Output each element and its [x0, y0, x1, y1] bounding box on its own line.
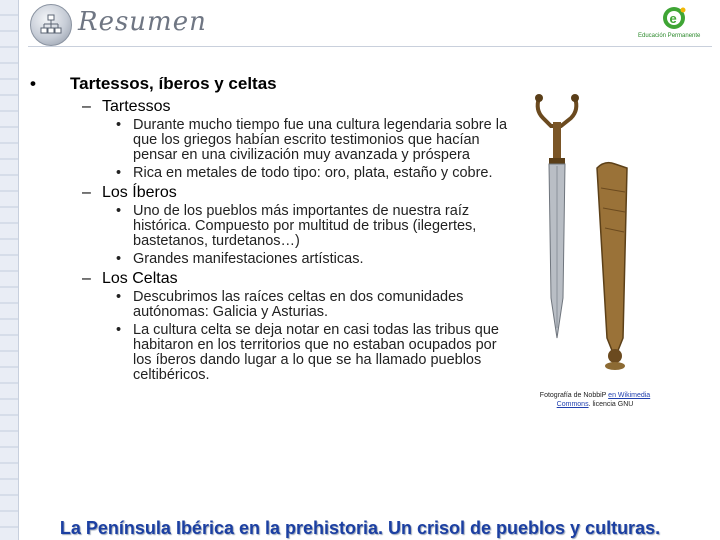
bullet-dot: •: [116, 165, 122, 181]
section-heading-celtas: [30, 270, 510, 288]
bullet-dot: •: [116, 251, 122, 267]
dash-marker: –: [82, 184, 91, 201]
footer-title: La Península Ibérica en la prehistoria. Un crisol de pueblos y culturas.: [59, 518, 661, 538]
list-item-text: Rica en metales de todo tipo: oro, plata, estaño y cobre.: [133, 165, 493, 181]
header-divider: [28, 46, 712, 47]
main-bullet-text: Tartessos, íberos y celtas: [70, 74, 277, 93]
wikimedia-link[interactable]: en Wikimedia Commons: [556, 392, 651, 408]
educacion-permanente-logo-icon: [660, 4, 688, 34]
dagger-and-sheath-photo: [527, 88, 663, 388]
section-heading-tartessos: [30, 98, 510, 116]
bullet-dot: •: [116, 289, 122, 305]
section-heading-iberos: [30, 184, 510, 202]
caption-license: . licencia GNU: [588, 401, 634, 408]
svg-text:e: e: [669, 11, 677, 26]
list-item: [30, 204, 510, 249]
list-item-text: Uno de los pueblos más importantes de nuestra raíz histórica. Compuesto por multitud de tribus (ilegertes, bastetanos, turdetanos…): [133, 203, 477, 249]
page-title: Resumen: [78, 7, 207, 37]
main-bullet: [30, 74, 510, 94]
brand-text: Educación Permanente: [638, 33, 701, 39]
section-heading-text: Los Íberos: [102, 184, 177, 201]
list-item-text: La cultura celta se deja notar en casi todas las tribus que habitaron en los territorios que no estaban ocupados por los íberos dando lugar a lo que se ha llamado pueblos celtibéricos.: [133, 322, 499, 383]
photo-caption: [527, 391, 663, 409]
list-item: [30, 166, 510, 181]
caption-author: Fotografía de NobbiP: [539, 392, 607, 399]
list-item-text: Descubrimos las raíces celtas en dos comunidades autónomas: Galicia y Asturias.: [133, 289, 464, 320]
bullet-dot: •: [116, 203, 122, 219]
list-item-text: Durante mucho tiempo fue una cultura legendaria sobre la que los griegos habían escrito testimonios que hacían pensar en una civilización muy avanzada y próspera: [133, 117, 508, 163]
list-item: [30, 323, 510, 383]
section-heading-text: Los Celtas: [102, 270, 178, 287]
bullet-dot: •: [30, 74, 36, 93]
section-heading-text: Tartessos: [102, 98, 171, 115]
list-item: [30, 252, 510, 267]
slide-content: [30, 74, 510, 386]
list-item: [30, 118, 510, 163]
list-item-text: Grandes manifestaciones artísticas.: [133, 251, 364, 267]
bullet-dot: •: [116, 117, 122, 133]
dash-marker: –: [82, 98, 91, 115]
list-item: [30, 290, 510, 320]
dash-marker: –: [82, 270, 91, 287]
hierarchy-icon: [30, 4, 72, 46]
decorative-left-strip: [0, 0, 19, 540]
bullet-dot: •: [116, 322, 122, 338]
